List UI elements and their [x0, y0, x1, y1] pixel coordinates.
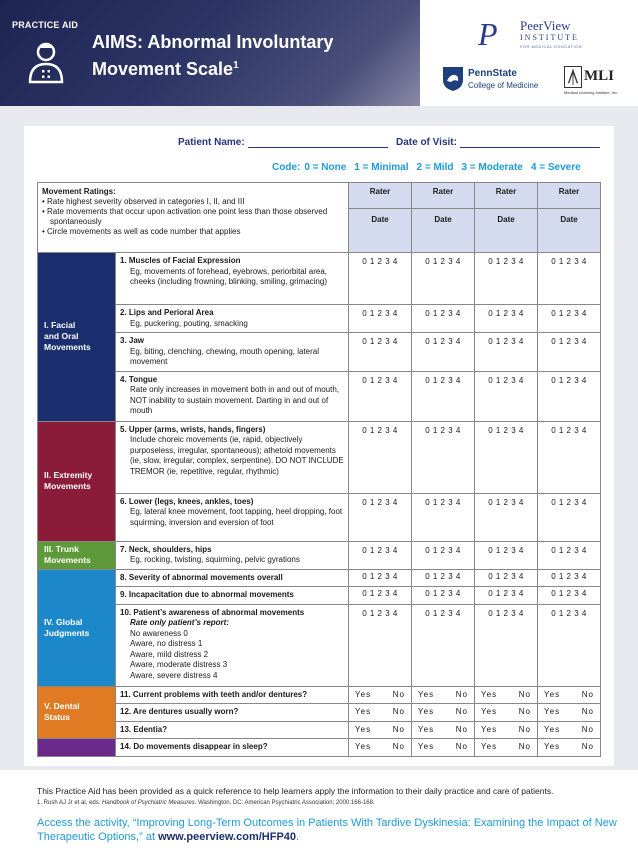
yes-option[interactable]: Yes: [544, 707, 561, 716]
awareness-option-0: No awareness 0: [130, 628, 188, 638]
score-6-rater-1[interactable]: 0 1 2 3 4: [349, 493, 412, 541]
score-3-rater-3[interactable]: 0 1 2 3 4: [475, 333, 538, 372]
mli-emblem-icon: [564, 66, 582, 88]
score-3-rater-4[interactable]: 0 1 2 3 4: [538, 333, 601, 372]
category-trunk-label: III. Trunk Movements: [44, 544, 91, 565]
category-dental: [38, 686, 116, 739]
peerview-name: PeerView: [520, 18, 571, 33]
item-14-title: 14. Do movements disappear in sleep?: [120, 742, 268, 751]
rater-header-3[interactable]: Rater: [475, 183, 538, 209]
score-1-rater-4[interactable]: 0 1 2 3 4: [538, 253, 601, 305]
item-4-desc: Rate only increases in movement both in and out of mouth, NOT inability to sustain movement. Darting in and out of mouth: [130, 385, 340, 415]
yes-no-13-rater-2[interactable]: [412, 721, 475, 739]
date-header-1[interactable]: Date: [349, 209, 412, 253]
code-3: 3 = Moderate: [461, 162, 523, 173]
category-dental-label: V. Dental Status: [44, 701, 80, 723]
reference-authors: 1. Rush AJ Jr et al, eds.: [37, 800, 103, 806]
yes-option[interactable]: Yes: [418, 689, 435, 699]
score-9-rater-1[interactable]: 0 1 2 3 4: [349, 587, 412, 605]
score-6-rater-2[interactable]: 0 1 2 3 4: [412, 493, 475, 541]
peerview-mark: P: [478, 16, 498, 52]
mli-subtitle: Medical Learning Institute, Inc.: [564, 90, 619, 95]
yes-option[interactable]: Yes: [544, 689, 561, 699]
movement-ratings-list: [42, 197, 344, 237]
date-header-2[interactable]: Date: [412, 209, 475, 253]
score-4-rater-1[interactable]: 0 1 2 3 4: [349, 371, 412, 421]
score-6-rater-4[interactable]: 0 1 2 3 4: [538, 493, 601, 541]
score-3-rater-1[interactable]: 0 1 2 3 4: [349, 333, 412, 372]
code-1: 1 = Minimal: [354, 162, 409, 173]
score-8-rater-3[interactable]: 0 1 2 3 4: [475, 569, 538, 587]
item-14: [116, 739, 349, 757]
yes-option[interactable]: Yes: [418, 724, 435, 734]
score-7-rater-2[interactable]: 0 1 2 3 4: [412, 541, 475, 569]
score-2-rater-3[interactable]: 0 1 2 3 4: [475, 305, 538, 333]
title-line-2: [92, 54, 412, 81]
patient-name-line[interactable]: [248, 138, 388, 148]
yes-option[interactable]: Yes: [418, 742, 435, 751]
date-of-visit-line[interactable]: [460, 138, 600, 148]
item-1: [116, 253, 349, 305]
yes-no-14-rater-2[interactable]: [412, 739, 475, 757]
no-option[interactable]: No: [581, 742, 595, 751]
header: [0, 0, 638, 106]
no-option[interactable]: No: [392, 742, 406, 751]
yes-no-12-rater-3[interactable]: [475, 704, 538, 722]
date-header-4[interactable]: Date: [538, 209, 601, 253]
peerview-institute: INSTITUTE: [520, 33, 579, 42]
date-of-visit-label: Date of Visit:: [396, 137, 457, 148]
score-4-rater-4[interactable]: 0 1 2 3 4: [538, 371, 601, 421]
date-header-3[interactable]: Date: [475, 209, 538, 253]
no-option[interactable]: No: [518, 689, 532, 699]
score-1-rater-2[interactable]: 0 1 2 3 4: [412, 253, 475, 305]
category-global: [38, 569, 116, 686]
item-9: [116, 587, 349, 605]
score-2-rater-1[interactable]: 0 1 2 3 4: [349, 305, 412, 333]
title-line-1: AIMS: Abnormal Involuntary: [92, 32, 334, 52]
score-5-rater-1[interactable]: 0 1 2 3 4: [349, 421, 412, 493]
yes-no-13-rater-4[interactable]: [538, 721, 601, 739]
no-option[interactable]: No: [518, 724, 532, 734]
score-2-rater-4[interactable]: 0 1 2 3 4: [538, 305, 601, 333]
yes-no-14-rater-4[interactable]: [538, 739, 601, 757]
footer-reference: [37, 800, 617, 806]
yes-no-11-rater-1[interactable]: [349, 686, 412, 704]
pennstate-name: PennState: [468, 68, 517, 79]
rating-instruction: • Circle movements as well as code number that applies: [42, 227, 241, 236]
score-7-rater-3[interactable]: 0 1 2 3 4: [475, 541, 538, 569]
footer-note: This Practice Aid has been provided as a quick reference to help learners apply the information to their daily practice and care of patients.: [37, 786, 554, 796]
score-1-rater-3[interactable]: 0 1 2 3 4: [475, 253, 538, 305]
item-7-title: 7. Neck, shoulders, hips: [120, 544, 212, 554]
no-option[interactable]: No: [455, 742, 469, 751]
category-facial-label: I. Facial and Oral Movements: [44, 320, 91, 353]
yes-option[interactable]: Yes: [481, 742, 498, 751]
no-option[interactable]: No: [581, 689, 595, 699]
item-1-title: 1. Muscles of Facial Expression: [120, 256, 241, 265]
score-5-rater-2[interactable]: 0 1 2 3 4: [412, 421, 475, 493]
score-10-rater-1[interactable]: 0 1 2 3 4: [349, 604, 412, 686]
rating-instruction: • Rate movements that occur upon activation one point less than those observed spontaneously: [42, 207, 328, 226]
item-13-title: 13. Edentia?: [120, 724, 168, 734]
score-8-rater-2[interactable]: 0 1 2 3 4: [412, 569, 475, 587]
item-12-title: 12. Are dentures usually worn?: [120, 707, 239, 716]
yes-no-12-rater-4[interactable]: [538, 704, 601, 722]
item-5: [116, 421, 349, 493]
item-8-title: 8. Severity of abnormal movements overall: [120, 572, 283, 582]
category-global-label: IV. Global Judgments: [44, 616, 90, 638]
item-11-title: 11. Current problems with teeth and/or dentures?: [120, 689, 308, 699]
score-8-rater-4[interactable]: 0 1 2 3 4: [538, 569, 601, 587]
access-link[interactable]: www.peerview.com/HFP40: [158, 831, 297, 843]
item-3: [116, 333, 349, 372]
no-option[interactable]: No: [392, 724, 406, 734]
item-10-subtitle: Rate only patient’s report:: [130, 618, 229, 627]
item-6-title: 6. Lower (legs, knees, ankles, toes): [120, 496, 254, 506]
item-12: [116, 704, 349, 722]
yes-option[interactable]: Yes: [544, 724, 561, 734]
score-6-rater-3[interactable]: 0 1 2 3 4: [475, 493, 538, 541]
item-13: [116, 721, 349, 739]
score-10-rater-4[interactable]: 0 1 2 3 4: [538, 604, 601, 686]
item-2: [116, 305, 349, 333]
score-9-rater-4[interactable]: 0 1 2 3 4: [538, 587, 601, 605]
no-option[interactable]: No: [581, 724, 595, 734]
reference-publisher: . Washington, DC: American Psychiatric Association; 2000:166-168.: [194, 800, 375, 806]
category-facial-oral: [38, 253, 116, 422]
code-legend: [272, 162, 581, 173]
score-10-rater-3[interactable]: 0 1 2 3 4: [475, 604, 538, 686]
pennstate-college: College of Medicine: [468, 81, 539, 90]
yes-option[interactable]: Yes: [418, 707, 435, 716]
yes-no-14-rater-3[interactable]: [475, 739, 538, 757]
yes-option[interactable]: Yes: [355, 724, 372, 734]
yes-option[interactable]: Yes: [481, 724, 498, 734]
access-text: Access the activity, “Improving Long-Term Outcomes in Patients With Tardive Dyskinesia: Examining the Impact of New Therapeutic Options,” at: [37, 817, 617, 843]
access-period: .: [296, 831, 300, 843]
yes-no-11-rater-2[interactable]: [412, 686, 475, 704]
rater-header-2[interactable]: Rater: [412, 183, 475, 209]
score-5-rater-3[interactable]: 0 1 2 3 4: [475, 421, 538, 493]
item-6-desc: Eg, lateral knee movement, foot tapping, heel dropping, foot squirming, inversion and eversion of foot: [130, 507, 343, 527]
no-option[interactable]: No: [518, 707, 532, 716]
no-option[interactable]: No: [518, 742, 532, 751]
item-2-title: 2. Lips and Perioral Area: [120, 308, 214, 317]
awareness-option-4: Aware, severe distress 4: [130, 670, 218, 680]
footer-access: [37, 816, 617, 844]
code-4: 4 = Severe: [530, 162, 581, 173]
code-2: 2 = Mild: [416, 162, 454, 173]
reference-title: Handbook of Psychiatric Measures: [102, 800, 195, 806]
score-7-rater-4[interactable]: 0 1 2 3 4: [538, 541, 601, 569]
no-option[interactable]: No: [581, 707, 595, 716]
awareness-option-1: Aware, no distress 1: [130, 639, 203, 648]
score-9-rater-2[interactable]: 0 1 2 3 4: [412, 587, 475, 605]
patient-name-field[interactable]: [178, 137, 388, 148]
yes-option[interactable]: Yes: [355, 707, 372, 716]
doctor-icon: [24, 40, 68, 84]
yes-option[interactable]: Yes: [355, 742, 372, 751]
score-7-rater-1[interactable]: 0 1 2 3 4: [349, 541, 412, 569]
title-line-2-text: Movement Scale: [92, 59, 234, 79]
item-4: [116, 371, 349, 421]
movement-ratings-instructions: [38, 183, 349, 253]
rater-header-1[interactable]: Rater: [349, 183, 412, 209]
no-option[interactable]: No: [392, 707, 406, 716]
item-1-desc: Eg, movements of forehead, eyebrows, periorbital area, cheeks (including frowning, blinking, smiling, grimacing): [130, 266, 327, 286]
item-5-title: 5. Upper (arms, wrists, hands, fingers): [120, 424, 266, 434]
code-0: 0 = None: [304, 162, 347, 173]
aims-rating-table: [37, 182, 601, 757]
score-5-rater-4[interactable]: 0 1 2 3 4: [538, 421, 601, 493]
no-option[interactable]: No: [455, 689, 469, 699]
item-5-desc: Include choreic movements (ie, rapid, objectively purposeless, irregular, spontaneous); athetoid movements (ie, slow, irregular, complex, serpentine). DO NOT INCLUDE TREMOR (ie, repetitive, regular, rhythmic): [130, 435, 344, 476]
item-6: [116, 493, 349, 541]
yes-no-12-rater-2[interactable]: [412, 704, 475, 722]
title-footnote-marker: 1: [233, 60, 239, 71]
score-4-rater-3[interactable]: 0 1 2 3 4: [475, 371, 538, 421]
score-9-rater-3[interactable]: 0 1 2 3 4: [475, 587, 538, 605]
date-of-visit-field[interactable]: [396, 137, 600, 148]
item-3-title: 3. Jaw: [120, 336, 145, 345]
mli-name: MLI: [584, 68, 614, 84]
yes-no-11-rater-3[interactable]: [475, 686, 538, 704]
item-10-title: 10. Patient’s awareness of abnormal movements: [120, 607, 305, 617]
mli-logo: [564, 66, 634, 98]
patient-name-label: Patient Name:: [178, 137, 245, 148]
score-8-rater-1[interactable]: 0 1 2 3 4: [349, 569, 412, 587]
item-7: [116, 541, 349, 569]
item-4-title: 4. Tongue: [120, 374, 158, 384]
awareness-option-2: Aware, mild distress 2: [130, 649, 209, 659]
awareness-option-3: Aware, moderate distress 3: [130, 660, 228, 669]
item-7-desc: Eg, rocking, twisting, squirming, pelvic gyrations: [130, 555, 300, 564]
score-10-rater-2[interactable]: 0 1 2 3 4: [412, 604, 475, 686]
no-option[interactable]: No: [455, 707, 469, 716]
score-3-rater-2[interactable]: 0 1 2 3 4: [412, 333, 475, 372]
yes-option[interactable]: Yes: [481, 689, 498, 699]
no-option[interactable]: No: [455, 724, 469, 734]
pennstate-logo: [442, 66, 560, 96]
yes-no-12-rater-1[interactable]: [349, 704, 412, 722]
item-3-desc: Eg, biting, clenching, chewing, mouth opening, lateral movement: [130, 346, 320, 366]
score-1-rater-1[interactable]: 0 1 2 3 4: [349, 253, 412, 305]
item-11: [116, 686, 349, 704]
rater-header-4[interactable]: Rater: [538, 183, 601, 209]
item-8: [116, 569, 349, 587]
practice-aid-badge: PRACTICE AID: [12, 20, 79, 30]
movement-ratings-title: Movement Ratings:: [42, 187, 116, 196]
item-10: [116, 604, 349, 686]
score-2-rater-2[interactable]: 0 1 2 3 4: [412, 305, 475, 333]
yes-no-14-rater-1[interactable]: [349, 739, 412, 757]
code-label: Code:: [272, 162, 301, 173]
yes-no-13-rater-3[interactable]: [475, 721, 538, 739]
category-extremity-label: II. Extremity Movements: [44, 470, 93, 491]
category-sleep: [38, 739, 116, 757]
rating-instruction: • Rate highest severity observed in categories I, II, and III: [42, 197, 245, 206]
yes-option[interactable]: Yes: [481, 707, 498, 716]
peerview-subtitle: FOR MEDICAL EDUCATION: [520, 44, 583, 49]
yes-option[interactable]: Yes: [544, 742, 561, 751]
item-9-title: 9. Incapacitation due to abnormal movements: [120, 590, 294, 599]
pennstate-shield-icon: [442, 66, 464, 92]
score-4-rater-2[interactable]: 0 1 2 3 4: [412, 371, 475, 421]
yes-no-11-rater-4[interactable]: [538, 686, 601, 704]
yes-no-13-rater-1[interactable]: [349, 721, 412, 739]
category-trunk: [38, 541, 116, 569]
category-extremity: [38, 421, 116, 541]
yes-option[interactable]: Yes: [355, 689, 372, 699]
no-option[interactable]: No: [392, 689, 406, 699]
peerview-logo: [478, 16, 628, 56]
page-title: [92, 30, 412, 81]
item-2-desc: Eg, puckering, pouting, smacking: [130, 318, 248, 328]
